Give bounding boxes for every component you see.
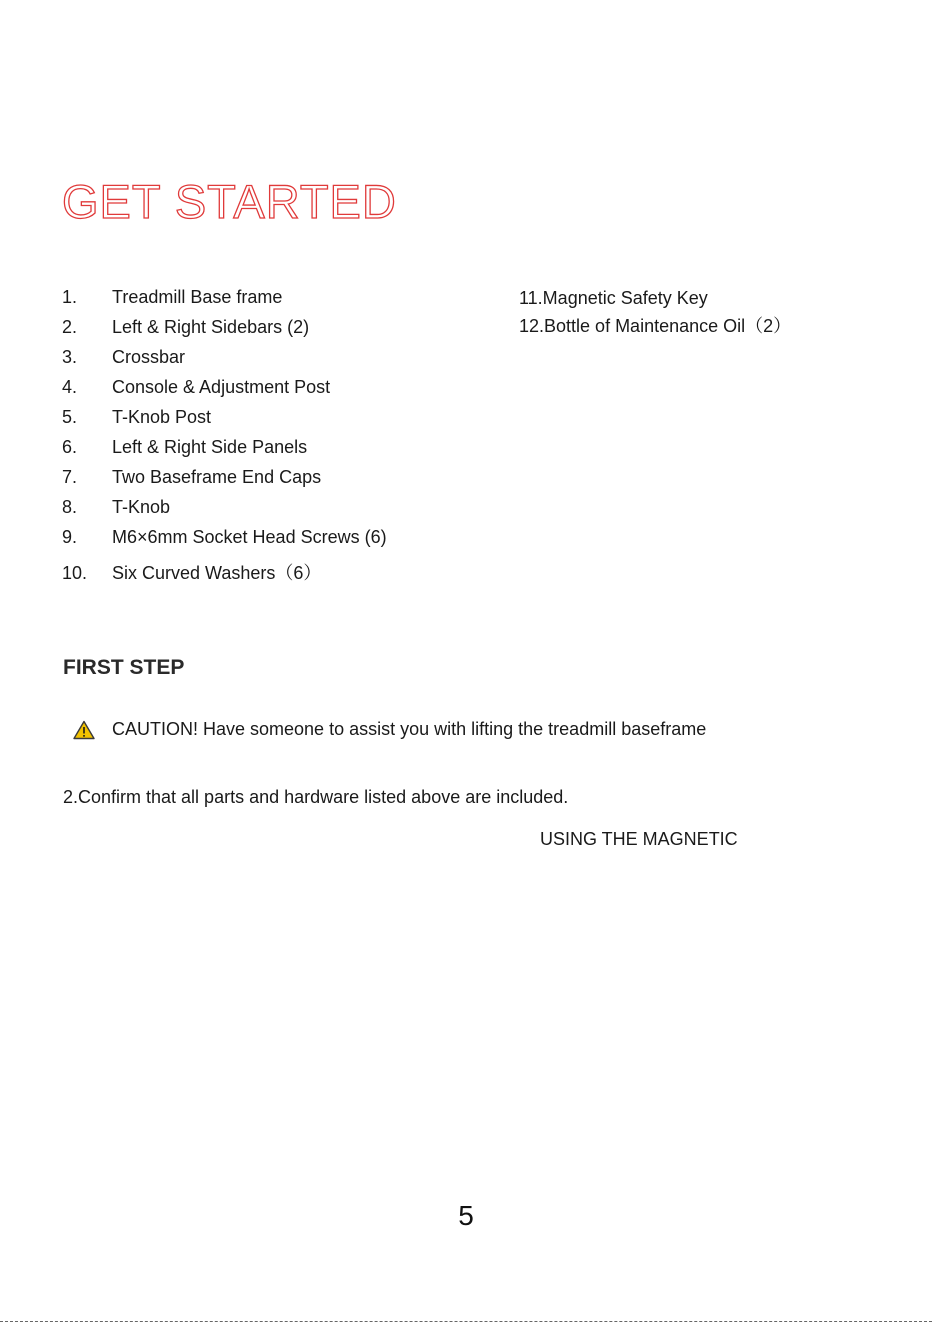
item-label: Six Curved Washers（6）	[112, 563, 322, 583]
item-number: 7.	[62, 467, 78, 487]
item-number: 8.	[62, 497, 78, 517]
item-number: 10.	[62, 563, 88, 583]
list-item: 11.Magnetic Safety Key	[519, 288, 708, 308]
list-item	[62, 465, 387, 495]
list-item	[62, 495, 387, 525]
item-label: Left & Right Sidebars (2)	[112, 317, 310, 337]
item-label: Treadmill Base frame	[112, 287, 283, 307]
caution-notice	[73, 719, 706, 740]
list-item	[62, 561, 387, 591]
list-item: 12.Bottle of Maintenance Oil（2）	[519, 316, 792, 336]
warning-triangle-icon	[73, 720, 95, 740]
item-label: M6×6mm Socket Head Screws (6)	[112, 527, 387, 547]
item-label: Left & Right Side Panels	[112, 437, 308, 457]
caution-text: CAUTION! Have someone to assist you with lifting the treadmill baseframe	[112, 719, 707, 739]
item-label: T-Knob	[112, 497, 171, 517]
list-item	[62, 315, 387, 345]
item-label: Two Baseframe End Caps	[112, 467, 322, 487]
footer-divider	[0, 1321, 932, 1322]
magnetic-key-heading: USING THE MAGNETIC	[540, 829, 738, 849]
step-two-text: 2.Confirm that all parts and hardware listed above are included.	[63, 787, 569, 807]
item-number: 1.	[62, 287, 78, 307]
list-item	[62, 525, 387, 555]
item-number: 6.	[62, 437, 78, 457]
parts-list-left	[62, 285, 387, 591]
page-number: 5	[458, 1200, 474, 1231]
item-label: T-Knob Post	[112, 407, 212, 427]
list-item	[62, 405, 387, 435]
parts-list-right	[519, 286, 791, 342]
item-number: 9.	[62, 527, 78, 547]
page-title: GET STARTED	[62, 175, 397, 228]
item-number: 5.	[62, 407, 78, 427]
list-item	[62, 375, 387, 405]
list-item	[62, 345, 387, 375]
item-label: Console & Adjustment Post	[112, 377, 331, 397]
item-number: 2.	[62, 317, 78, 337]
item-label: Crossbar	[112, 347, 186, 367]
list-item	[62, 435, 387, 465]
section-heading-first-step: FIRST STEP	[63, 656, 185, 679]
list-item	[62, 285, 387, 315]
item-number: 4.	[62, 377, 78, 397]
item-number: 3.	[62, 347, 78, 367]
